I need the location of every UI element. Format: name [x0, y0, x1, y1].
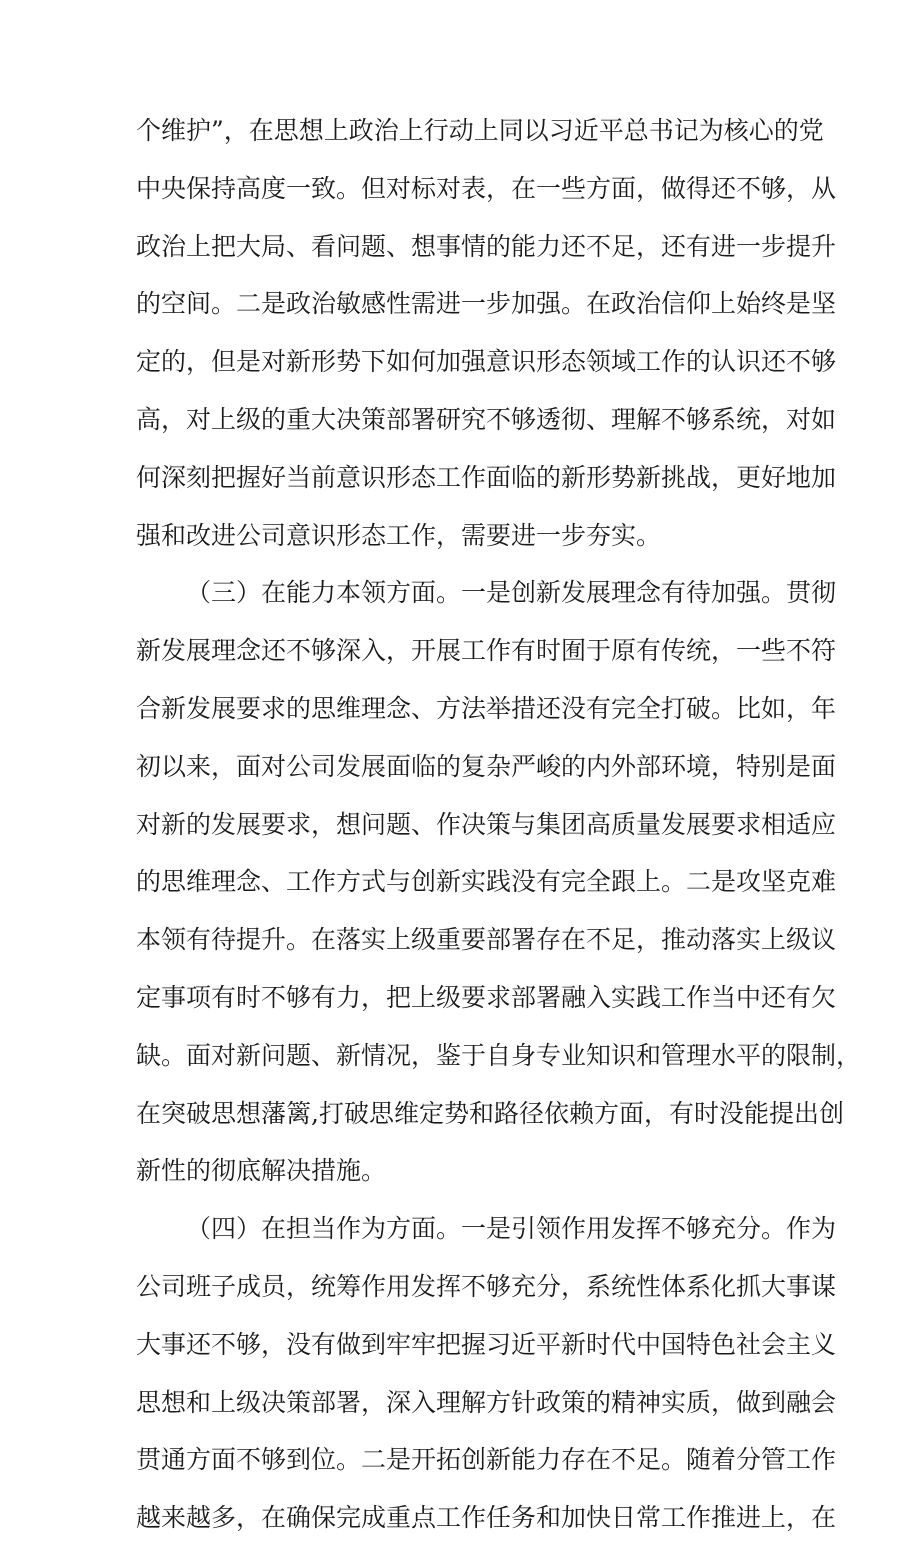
text-line: 定事项有时不够有力，把上级要求部署融入实践工作当中还有欠 [136, 982, 837, 1012]
text-line: 高，对上级的重大决策部署研究不够透彻、理解不够系统，对如 [136, 404, 837, 434]
text-line: 对新的发展要求，想问题、作决策与集团高质量发展要求相适应 [136, 809, 837, 839]
text-line: 初以来，面对公司发展面临的复杂严峻的内外部环境，特别是面 [136, 751, 837, 781]
text-line: 强和改进公司意识形态工作，需要进一步夯实。 [136, 520, 662, 550]
paragraph-1 [136, 102, 837, 564]
text-line: 的空间。二是政治敏感性需进一步加强。在政治信仰上始终是坚 [136, 289, 837, 319]
text-line: 公司班子成员，统筹作用发挥不够充分，系统性体系化抓大事谋 [136, 1271, 837, 1301]
text-line: （三）在能力本领方面。一是创新发展理念有待加强。贯彻 [186, 578, 837, 608]
document-page [136, 102, 862, 1547]
text-line: 中央保持高度一致。但对标对表，在一些方面，做得还不够，从 [136, 173, 837, 203]
text-line: 新发展理念还不够深入，开展工作有时囿于原有传统，一些不符 [136, 636, 837, 666]
text-line: 本领有待提升。在落实上级重要部署存在不足，推动落实上级议 [136, 925, 837, 955]
text-line: 大事还不够，没有做到牢牢把握习近平新时代中国特色社会主义 [136, 1329, 837, 1359]
text-line: （四）在担当作为方面。一是引领作用发挥不够充分。作为 [186, 1214, 837, 1244]
text-line: 何深刻把握好当前意识形态工作面临的新形势新挑战，更好地加 [136, 462, 837, 492]
text-line: 缺。面对新问题、新情况，鉴于自身专业知识和管理水平的限制， [136, 1040, 862, 1070]
text-line: 的思维理念、工作方式与创新实践没有完全跟上。二是攻坚克难 [136, 867, 837, 897]
text-line: 越来越多，在确保完成重点工作任务和加快日常工作推进上，在 [136, 1503, 837, 1533]
paragraph-3 [136, 1200, 837, 1547]
text-line: 在突破思想藩篱,打破思维定势和路径依赖方面，有时没能提出创 [136, 1098, 844, 1128]
text-line: 合新发展要求的思维理念、方法举措还没有完全打破。比如，年 [136, 693, 837, 723]
text-line: 新性的彻底解决措施。 [136, 1156, 387, 1186]
text-line: 定的，但是对新形势下如何加强意识形态领域工作的认识还不够 [136, 347, 837, 377]
text-line: 政治上把大局、看问题、想事情的能力还不足，还有进一步提升 [136, 231, 837, 261]
text-line: 个维护”，在思想上政治上行动上同以习近平总书记为核心的党 [136, 116, 824, 145]
text-line: 思想和上级决策部署，深入理解方针政策的精神实质，做到融会 [136, 1387, 837, 1417]
text-line: 贯通方面不够到位。二是开拓创新能力存在不足。随着分管工作 [136, 1445, 837, 1475]
paragraph-2 [136, 564, 862, 1200]
